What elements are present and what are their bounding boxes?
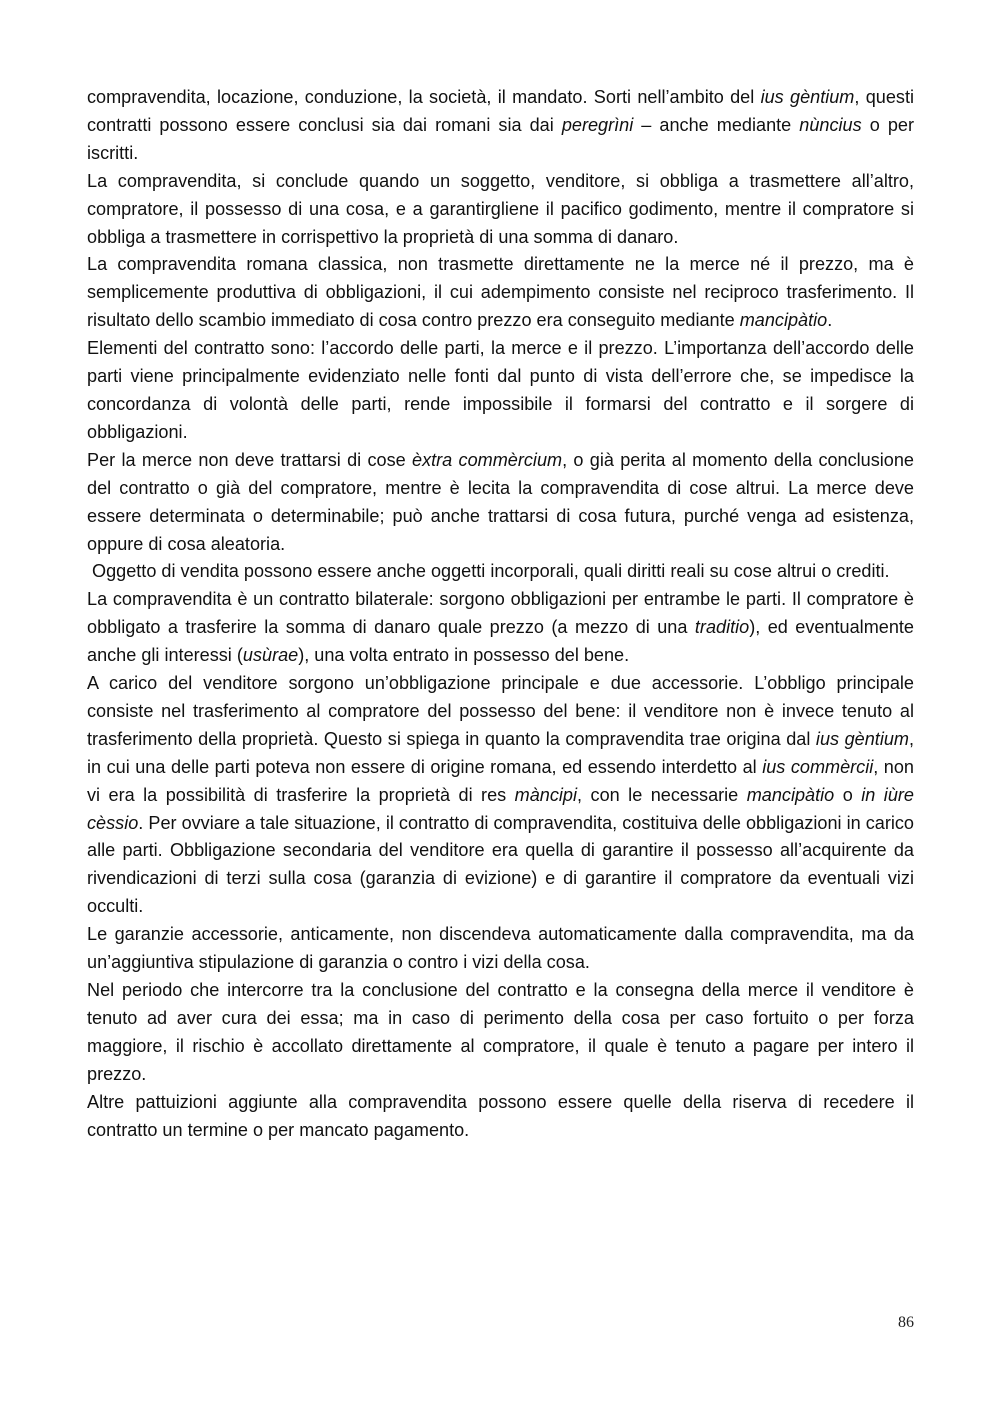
italic-term: ius commèrcii [762,756,874,777]
italic-term: ius gèntium [815,728,909,749]
italic-term: èxtra commèrcium [412,449,563,470]
text-run: . Per ovviare a tale situazione, il contratto di compravendita, costituiva delle obbligazioni in carico alle parti. Obbligazione secondaria del venditore era quella di garantire il possesso all’acquirente da rivendicazioni di terzi sulla cosa (garanzia di evizione) e di garantire il compratore da eventuali vizi occulti. [87,812,914,917]
paragraph-4 [87,335,914,447]
text-run: Le garanzie accessorie, anticamente, non discendeva automaticamente dalla compravendita, ma da un’aggiuntiva stipulazione di garanzia o contro i vizi della cosa. [87,924,914,973]
paragraph-11 [87,1089,914,1145]
text-run: A carico del venditore sorgono un’obbligazione principale e due accessorie. L’obbligo principale consiste nel trasferimento al compratore del possesso del bene: il venditore non è invece tenuto al trasferimento della proprietà. Questo si spiega in quanto la compravendita trae origina dal [87,673,914,749]
italic-term: màncipi [514,784,578,805]
paragraph-10 [87,977,914,1089]
paragraph-6 [87,558,914,586]
text-run: La compravendita romana classica, non trasmette direttamente ne la merce né il prezzo, ma è semplicemente produttiva di obbligazioni, il cui adempimento consiste nel reciproco trasferimento. Il risultato dello scambio immediato di cosa contro prezzo era conseguito mediante [87,254,914,331]
italic-term: peregrìni [561,114,634,135]
paragraph-3 [87,251,914,335]
page-number: 86 [898,1314,914,1331]
text-run: o [834,784,862,805]
text-run: – anche mediante [633,114,800,135]
text-run: Oggetto di vendita possono essere anche oggetti incorporali, quali diritti reali su cose altrui o crediti. [92,561,890,582]
text-run: , con le necessarie [577,784,747,805]
italic-term: mancipàtio [739,310,828,331]
text-run: , non vi era la possibilità di trasferire la proprietà di res [87,756,914,805]
text-run: Altre pattuizioni aggiunte alla compravendita possono essere quelle della riserva di recedere il contratto un termine o per mancato pagamento. [87,1091,914,1140]
italic-term: ius gèntium [760,87,855,107]
text-run: compravendita, locazione, conduzione, la società, il mandato. Sorti nell’ambito del [87,87,761,107]
text-run: La compravendita, si conclude quando un soggetto, venditore, si obbliga a trasmettere all’altro, compratore, il possesso di una cosa, e a garantirgliene il pacifico godimento, mentre il compratore si obbliga a trasmettere in corrispettivo la proprietà di una somma di danaro. [87,170,914,247]
italic-term: in iùre cèssio [87,784,914,833]
text-run: , o già perita al momento della conclusione del contratto o già del compratore, mentre è lecita la compravendita di cose altrui. La merce deve essere determinata o determinabile; può anche trattarsi di cosa futura, purché venga ad esistenza, oppure di cosa aleatoria. [87,449,914,554]
text-run: Nel periodo che intercorre tra la conclusione del contratto e la consegna della merce il venditore è tenuto ad aver cura dei essa; ma in caso di perimento della cosa per caso fortuito o per forza maggiore, il rischio è accollato direttamente al compratore, il quale è tenuto a pagare per intero il prezzo. [87,980,914,1084]
paragraph-2 [87,168,914,252]
italic-term: usùrae [242,645,299,666]
paragraph-5 [87,447,914,559]
paragraph-1 [87,84,914,168]
paragraph-7 [87,586,914,670]
italic-term: mancipàtio [746,784,835,805]
paragraph-9 [87,921,914,977]
document-body [87,84,914,1144]
text-run: , in cui una delle parti poteva non essere di origine romana, ed essendo interdetto al [87,728,915,777]
text-run: , questi contratti possono essere conclusi sia dai romani sia dai [87,87,915,135]
italic-term: nùncius [799,114,862,135]
italic-term: traditio [694,617,750,638]
text-run: Per la merce non deve trattarsi di cose [87,449,412,470]
text-run: ), una volta entrato in possesso del bene. [298,645,630,666]
text-run: . [827,310,833,331]
text-run: La compravendita è un contratto bilaterale: sorgono obbligazioni per entrambe le parti. Il compratore è obbligato a trasferire la somma di danaro quale prezzo (a mezzo di una [87,589,914,638]
text-run: ), ed eventualmente anche gli interessi ( [87,617,914,666]
text-run: o per iscritti. [87,114,914,163]
paragraph-8 [87,670,914,921]
text-run: Elementi del contratto sono: l’accordo delle parti, la merce e il prezzo. L’importanza dell’accordo delle parti viene principalmente evidenziato nelle fonti dal punto di vista dell’errore che, se impedisce la concordanza di volontà delle parti, rende impossibile il formarsi del contratto e il sorgere di obbligazioni. [87,338,914,442]
